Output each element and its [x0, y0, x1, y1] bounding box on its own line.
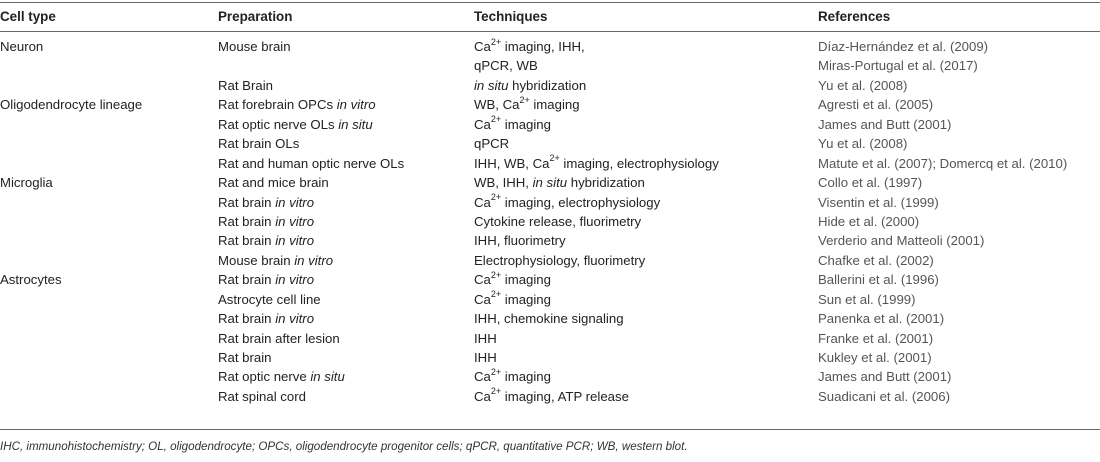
header-preparation: Preparation — [218, 9, 293, 24]
cell-reference: Agresti et al. (2005) — [818, 97, 934, 113]
cell-reference: Miras-Portugal et al. (2017) — [818, 58, 978, 74]
cell-preparation — [218, 331, 340, 347]
text-segment: Rat and mice brain — [218, 175, 329, 191]
text-segment: imaging, ATP release — [501, 388, 629, 404]
cell-techniques — [474, 214, 641, 230]
cell-preparation — [218, 389, 306, 405]
cell-techniques — [474, 78, 586, 94]
cell-preparation — [218, 195, 314, 211]
text-segment: Ca — [474, 116, 491, 132]
cell-preparation — [218, 175, 329, 191]
cell-reference: Kukley et al. (2001) — [818, 350, 932, 365]
table-row — [0, 270, 1100, 289]
cell-preparation — [218, 78, 273, 94]
cell-preparation — [218, 136, 299, 152]
table-row — [0, 251, 1100, 270]
header-techniques: Techniques — [474, 9, 548, 24]
text-segment: Mouse brain — [218, 252, 295, 268]
header-rule — [0, 31, 1100, 32]
table-row — [0, 56, 1100, 75]
text-segment: Ca — [474, 39, 491, 54]
text-segment: in situ — [532, 175, 568, 191]
cell-reference: Yu et al. (2008) — [818, 136, 908, 152]
table-row — [0, 95, 1100, 114]
text-segment: IHH — [474, 350, 497, 365]
cell-reference: Verderio and Matteoli (2001) — [818, 233, 985, 249]
text-segment: 2+ — [519, 94, 530, 105]
table-row — [0, 387, 1100, 406]
table-row — [0, 231, 1100, 250]
text-segment: Rat brain OLs — [218, 136, 300, 152]
text-segment: in vitro — [294, 252, 334, 268]
cell-type: Neuron — [0, 39, 44, 54]
text-segment: imaging — [501, 116, 551, 132]
cell-type: Microglia — [0, 175, 53, 191]
cell-preparation — [218, 214, 314, 230]
cell-preparation — [218, 369, 345, 385]
cell-type: Astrocytes — [0, 272, 62, 288]
cell-reference: Ballerini et al. (1996) — [818, 272, 939, 288]
cell-techniques — [474, 350, 497, 366]
cell-preparation — [218, 156, 404, 172]
cell-techniques — [474, 289, 551, 308]
text-segment: imaging — [501, 369, 551, 385]
text-segment: 2+ — [490, 289, 502, 300]
cell-reference: Panenka et al. (2001) — [818, 311, 945, 327]
cell-reference: Díaz-Hernández et al. (2009) — [818, 39, 989, 54]
table-row — [0, 290, 1100, 309]
text-segment: Rat brain — [218, 311, 276, 327]
text-segment: 2+ — [490, 114, 502, 125]
text-segment: 2+ — [490, 36, 502, 47]
cell-preparation — [218, 97, 376, 113]
table-body — [0, 37, 1100, 406]
text-segment: hybridization — [567, 175, 645, 191]
table-row — [0, 173, 1100, 192]
text-segment: in vitro — [275, 311, 315, 327]
cell-reference: Yu et al. (2008) — [818, 77, 908, 93]
table-row — [0, 154, 1100, 173]
cell-preparation — [218, 117, 373, 133]
text-segment: hybridization — [508, 77, 587, 93]
text-segment: Rat brain — [218, 213, 276, 229]
text-segment: IHH — [474, 330, 497, 346]
cell-techniques — [474, 233, 566, 249]
cell-techniques — [474, 386, 629, 405]
cell-techniques — [474, 269, 551, 288]
cell-techniques — [474, 36, 585, 55]
text-segment: Rat optic nerve OLs — [218, 116, 339, 132]
text-segment: imaging — [529, 97, 580, 113]
cell-techniques — [474, 58, 538, 74]
text-segment: 2+ — [490, 386, 502, 397]
text-segment: imaging — [501, 291, 551, 307]
cell-preparation — [218, 272, 314, 288]
text-segment: 2+ — [490, 192, 502, 203]
text-segment: in vitro — [275, 213, 315, 229]
cell-techniques — [474, 136, 509, 152]
text-segment: in vitro — [336, 97, 376, 113]
table-row — [0, 134, 1100, 153]
text-segment: WB, Ca — [474, 97, 520, 113]
cell-preparation — [218, 350, 272, 366]
text-segment: Rat brain after lesion — [218, 330, 340, 346]
cell-reference: Matute et al. (2007); Domercq et al. (2010) — [818, 155, 1068, 171]
cell-techniques — [474, 153, 719, 172]
table-row — [0, 348, 1100, 367]
table-row — [0, 76, 1100, 95]
cell-preparation — [218, 233, 314, 249]
text-segment: Rat optic nerve — [218, 369, 311, 385]
text-segment: Rat forebrain OPCs — [218, 97, 337, 113]
table-row — [0, 367, 1100, 386]
text-segment: Rat brain — [218, 194, 276, 210]
text-segment: WB, IHH, — [474, 175, 533, 191]
text-segment: Ca — [474, 194, 491, 210]
text-segment: Ca — [474, 291, 491, 307]
table-row — [0, 212, 1100, 231]
text-segment: imaging, IHH, — [501, 39, 585, 54]
text-segment: IHH, WB, Ca — [474, 155, 550, 171]
cell-reference: Collo et al. (1997) — [818, 175, 923, 191]
text-segment: in situ — [474, 77, 509, 93]
cell-reference: James and Butt (2001) — [818, 116, 952, 132]
text-segment: in vitro — [275, 194, 315, 210]
table-row — [0, 37, 1100, 56]
text-segment: in vitro — [275, 272, 315, 288]
cell-preparation — [218, 292, 321, 308]
text-segment: Astrocyte cell line — [218, 291, 321, 307]
text-segment: imaging, electrophysiology — [501, 194, 661, 210]
text-segment: Rat brain — [218, 272, 276, 288]
text-segment: in situ — [338, 116, 373, 132]
table-row — [0, 309, 1100, 328]
text-segment: Rat and human optic nerve OLs — [218, 155, 405, 171]
text-segment: qPCR, WB — [474, 58, 538, 74]
cell-reference: Visentin et al. (1999) — [818, 194, 939, 210]
cell-preparation — [218, 311, 314, 327]
text-segment: Rat Brain — [218, 77, 273, 93]
header-cell-type: Cell type — [0, 9, 56, 24]
table-row — [0, 329, 1100, 348]
table-row — [0, 193, 1100, 212]
text-segment: 2+ — [549, 153, 560, 164]
cell-preparation — [218, 253, 333, 269]
text-segment: Ca — [474, 272, 491, 288]
text-segment: imaging — [501, 272, 551, 288]
cell-techniques — [474, 369, 551, 385]
text-segment: in situ — [310, 369, 345, 385]
top-rule — [0, 2, 1100, 3]
cell-preparation — [218, 39, 291, 55]
text-segment: Rat brain — [218, 233, 276, 249]
text-segment: imaging, electrophysiology — [559, 155, 719, 171]
cell-techniques — [474, 94, 580, 113]
cell-techniques — [474, 114, 551, 133]
table-footnote: IHC, immunohistochemistry; OL, oligodendrocyte; OPCs, oligodendrocyte progenitor cells; qPCR, quantitative PCR; WB, western blot. — [0, 440, 688, 453]
cell-reference: Hide et al. (2000) — [818, 213, 920, 229]
cell-techniques — [474, 311, 624, 327]
text-segment: Ca — [474, 388, 491, 404]
cell-techniques — [474, 192, 661, 211]
table-row — [0, 115, 1100, 134]
text-segment: Rat spinal cord — [218, 388, 306, 404]
cell-techniques — [474, 175, 645, 191]
cell-techniques — [474, 331, 497, 347]
text-segment: Mouse brain — [218, 39, 291, 54]
text-segment: qPCR — [474, 136, 510, 152]
cell-type: Oligodendrocyte lineage — [0, 97, 143, 113]
cell-techniques — [474, 253, 645, 269]
text-segment: Rat brain — [218, 350, 272, 365]
text-segment: 2+ — [490, 367, 502, 378]
text-segment: Cytokine release, fluorimetry — [474, 213, 642, 229]
bottom-rule — [0, 429, 1100, 430]
text-segment: 2+ — [490, 269, 502, 280]
cell-reference: Sun et al. (1999) — [818, 291, 916, 307]
cell-reference: Chafke et al. (2002) — [818, 252, 934, 268]
cell-reference: Suadicani et al. (2006) — [818, 388, 950, 404]
text-segment: Electrophysiology, fluorimetry — [474, 252, 646, 268]
header-references: References — [818, 9, 891, 24]
cell-reference: James and Butt (2001) — [818, 369, 952, 385]
text-segment: IHH, fluorimetry — [474, 233, 566, 249]
text-segment: in vitro — [275, 233, 315, 249]
text-segment: Ca — [474, 369, 491, 385]
cell-reference: Franke et al. (2001) — [818, 330, 934, 346]
text-segment: IHH, chemokine signaling — [474, 311, 624, 327]
